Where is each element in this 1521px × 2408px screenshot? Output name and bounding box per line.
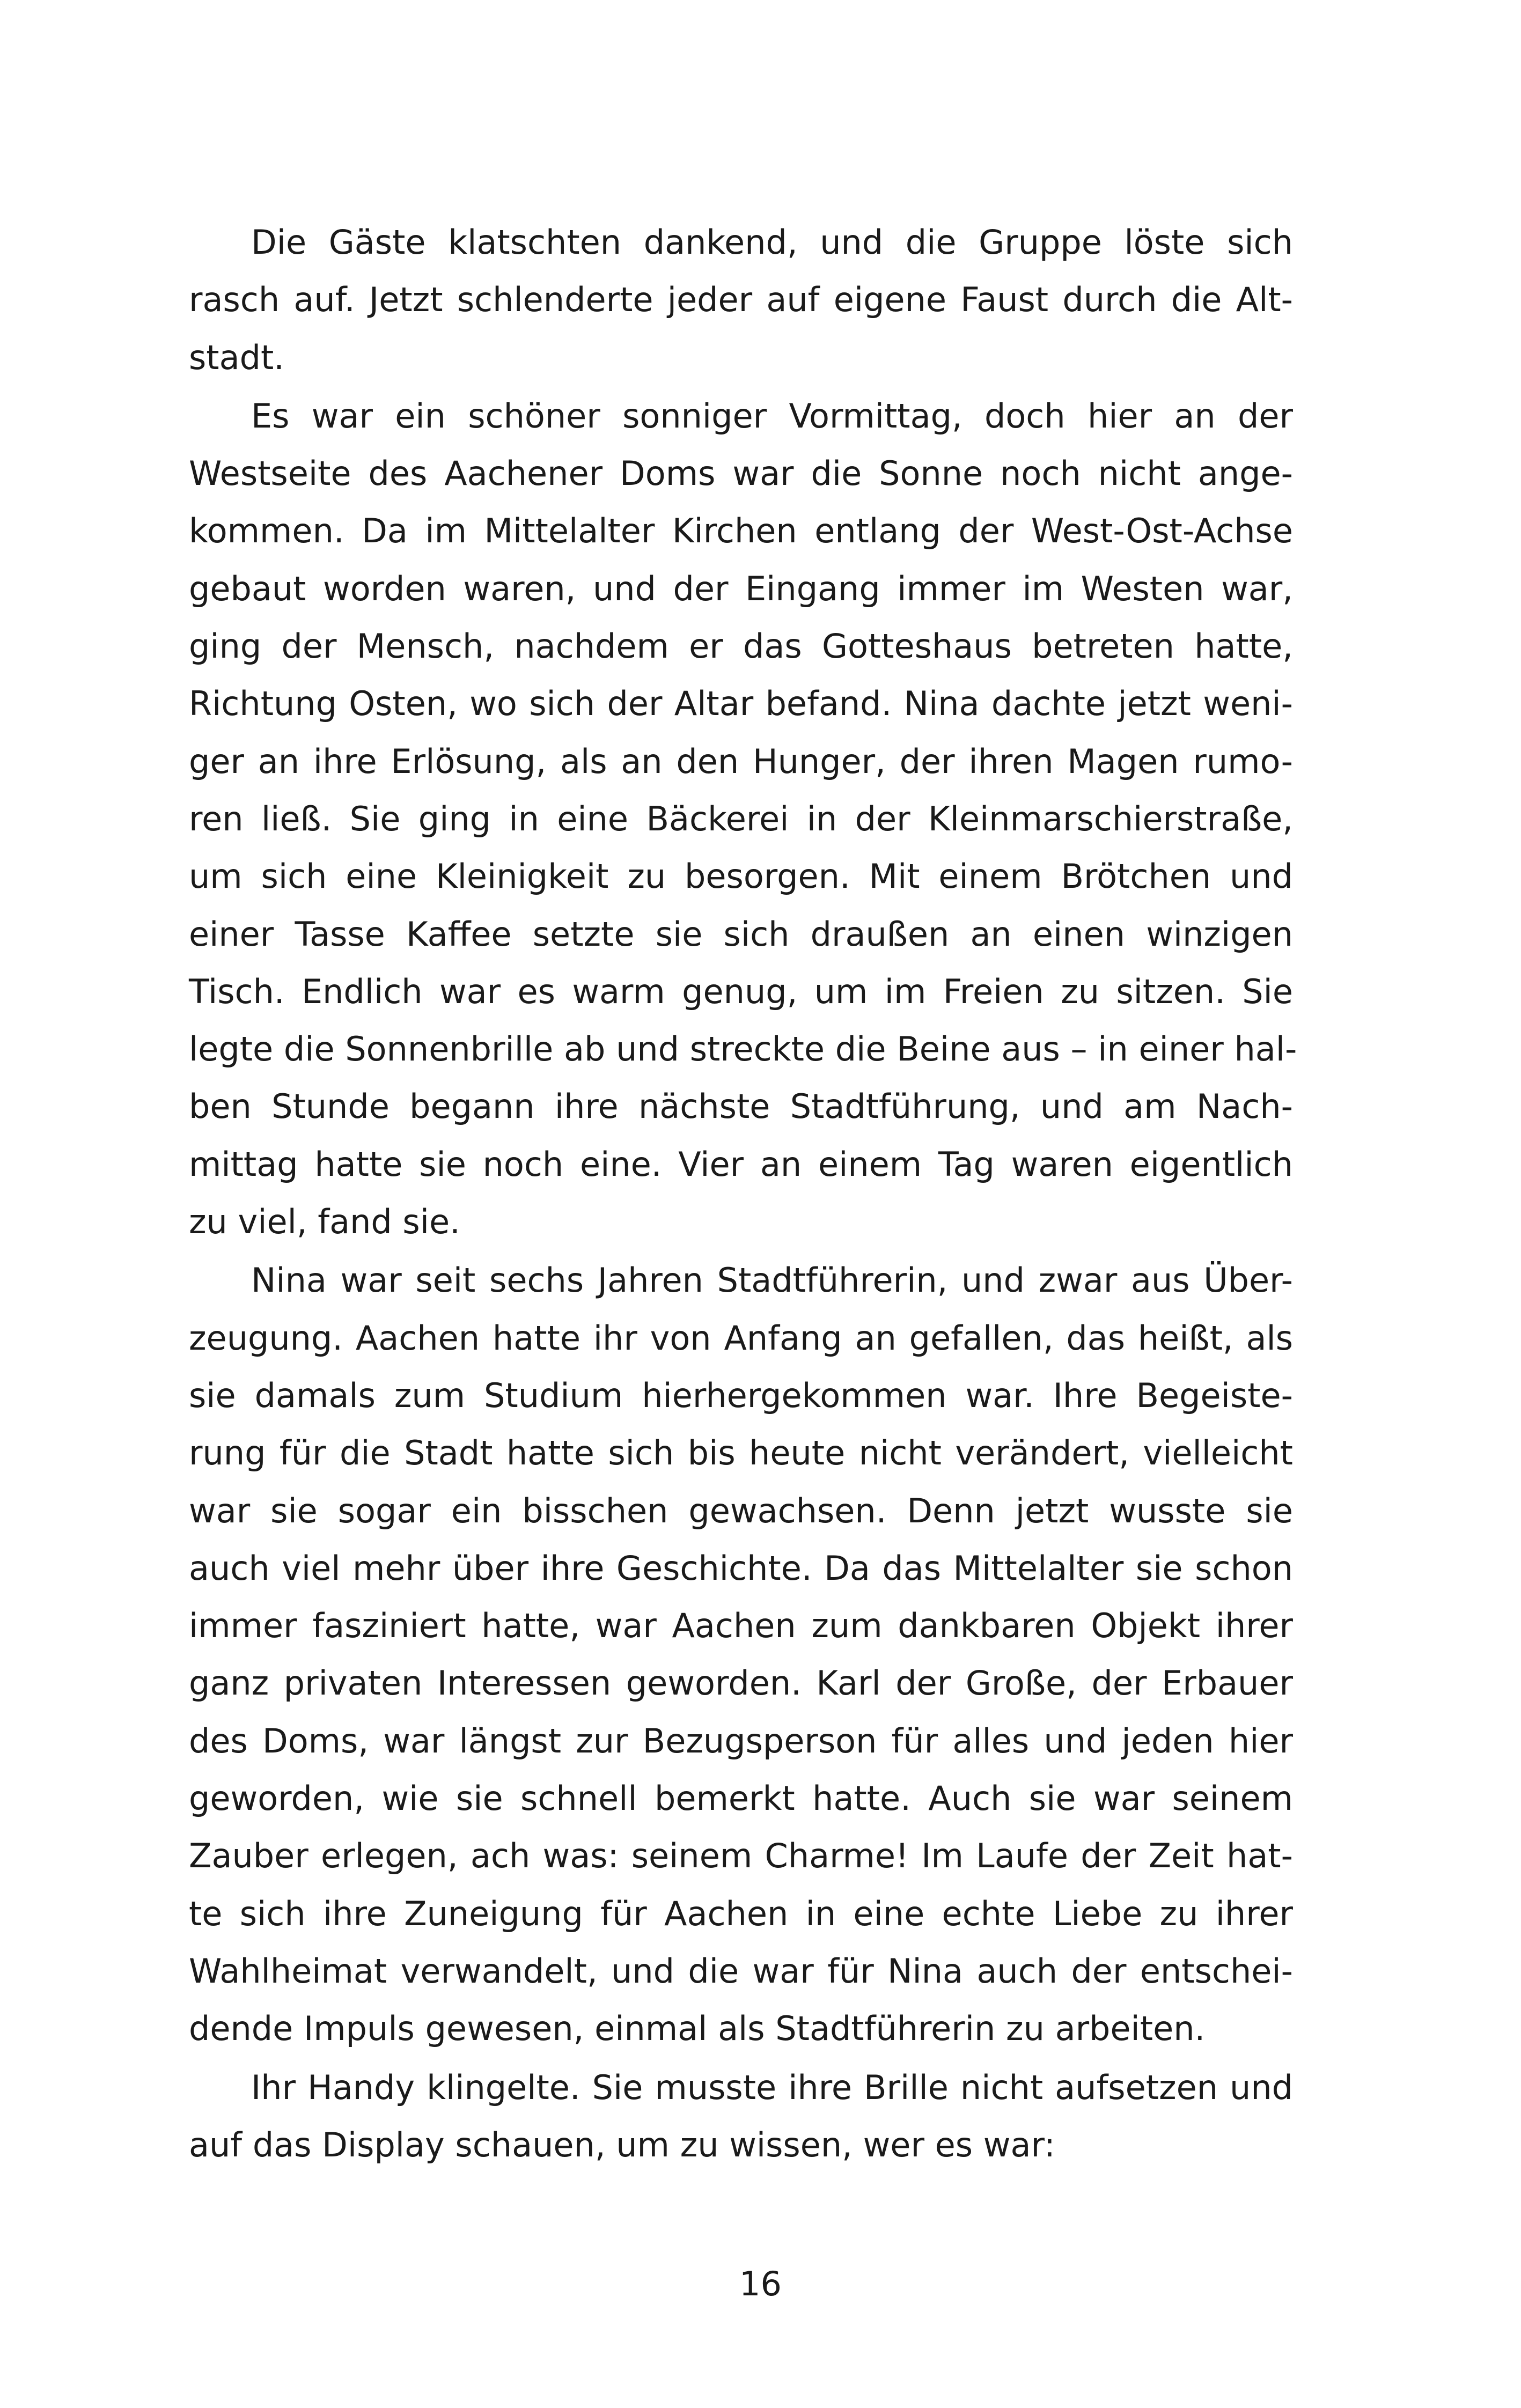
text-line: kommen. Da im Mittelalter Kirchen entlang der West-Ost-Achse (189, 511, 1293, 551)
text-line: mittag hatte sie noch eine. Vier an einem Tag waren eigentlich (189, 1144, 1293, 1184)
text-line: um sich eine Kleinigkeit zu besorgen. Mit einem Brötchen und (189, 857, 1293, 896)
paragraph (189, 1251, 1293, 2057)
text-line: geworden, wie sie schnell bemerkt hatte. Auch sie war seinem (189, 1779, 1293, 1818)
text-line: ger an ihre Erlösung, als an den Hunger, der ihren Magen rumo- (189, 741, 1293, 781)
text-line: zeugung. Aachen hatte ihr von Anfang an gefallen, das heißt, als (189, 1318, 1293, 1358)
text-line: ren ließ. Sie ging in eine Bäckerei in der Kleinmarschierstraße, (189, 799, 1293, 838)
body-text (189, 213, 1297, 2174)
text-line: Die Gäste klatschten dankend, und die Gruppe löste sich (251, 223, 1293, 262)
text-line: des Doms, war längst zur Bezugsperson für alles und jeden hier (189, 1721, 1293, 1761)
text-line: legte die Sonnenbrille ab und streckte die Beine aus – in einer hal- (189, 1029, 1297, 1069)
text-line: ganz privaten Interessen geworden. Karl der Große, der Erbauer (189, 1663, 1293, 1703)
text-line: immer fasziniert hatte, war Aachen zum dankbaren Objekt ihrer (189, 1606, 1293, 1646)
text-line: Westseite des Aachener Doms war die Sonne noch nicht ange- (189, 454, 1293, 494)
text-line: stadt. (189, 337, 284, 377)
paragraph (189, 387, 1297, 1250)
text-line: Richtung Osten, wo sich der Altar befand. Nina dachte jetzt weni- (189, 684, 1293, 724)
text-line: Tisch. Endlich war es warm genug, um im Freien zu sitzen. Sie (189, 971, 1293, 1011)
text-line: Es war ein schöner sonniger Vormittag, doch hier an der (251, 396, 1293, 436)
text-line: rung für die Stadt hatte sich bis heute nicht verändert, vielleicht (189, 1433, 1293, 1473)
text-line: Nina war seit sechs Jahren Stadtführerin, und zwar aus Über- (251, 1261, 1293, 1300)
text-line: auf das Display schauen, um zu wissen, wer es war: (189, 2125, 1055, 2164)
text-line: war sie sogar ein bisschen gewachsen. Denn jetzt wusste sie (189, 1491, 1293, 1530)
text-line: ging der Mensch, nachdem er das Gotteshaus betreten hatte, (189, 627, 1293, 666)
text-line: auch viel mehr über ihre Geschichte. Da das Mittelalter sie schon (189, 1548, 1293, 1588)
page-number: 16 (739, 2264, 782, 2303)
text-line: sie damals zum Studium hierhergekommen war. Ihre Begeiste- (189, 1375, 1293, 1415)
text-line: ben Stunde begann ihre nächste Stadtführung, und am Nach- (189, 1087, 1293, 1126)
text-line: dende Impuls gewesen, einmal als Stadtführerin zu arbeiten. (189, 2009, 1206, 2049)
text-line: Zauber erlegen, ach was: seinem Charme! Im Laufe der Zeit hat- (189, 1836, 1293, 1876)
paragraph (189, 2059, 1293, 2174)
text-line: rasch auf. Jetzt schlenderte jeder auf eigene Faust durch die Alt- (189, 280, 1293, 320)
paragraph (189, 213, 1293, 386)
text-line: zu viel, fand sie. (189, 1202, 460, 1242)
text-line: gebaut worden waren, und der Eingang immer im Westen war, (189, 569, 1293, 608)
text-line: einer Tasse Kaffee setzte sie sich draußen an einen winzigen (189, 914, 1293, 954)
text-line: Ihr Handy klingelte. Sie musste ihre Brille nicht aufsetzen und (251, 2067, 1293, 2107)
text-line: Wahlheimat verwandelt, und die war für Nina auch der entschei- (189, 1951, 1293, 1991)
text-line: te sich ihre Zuneigung für Aachen in eine echte Liebe zu ihrer (189, 1894, 1293, 1933)
